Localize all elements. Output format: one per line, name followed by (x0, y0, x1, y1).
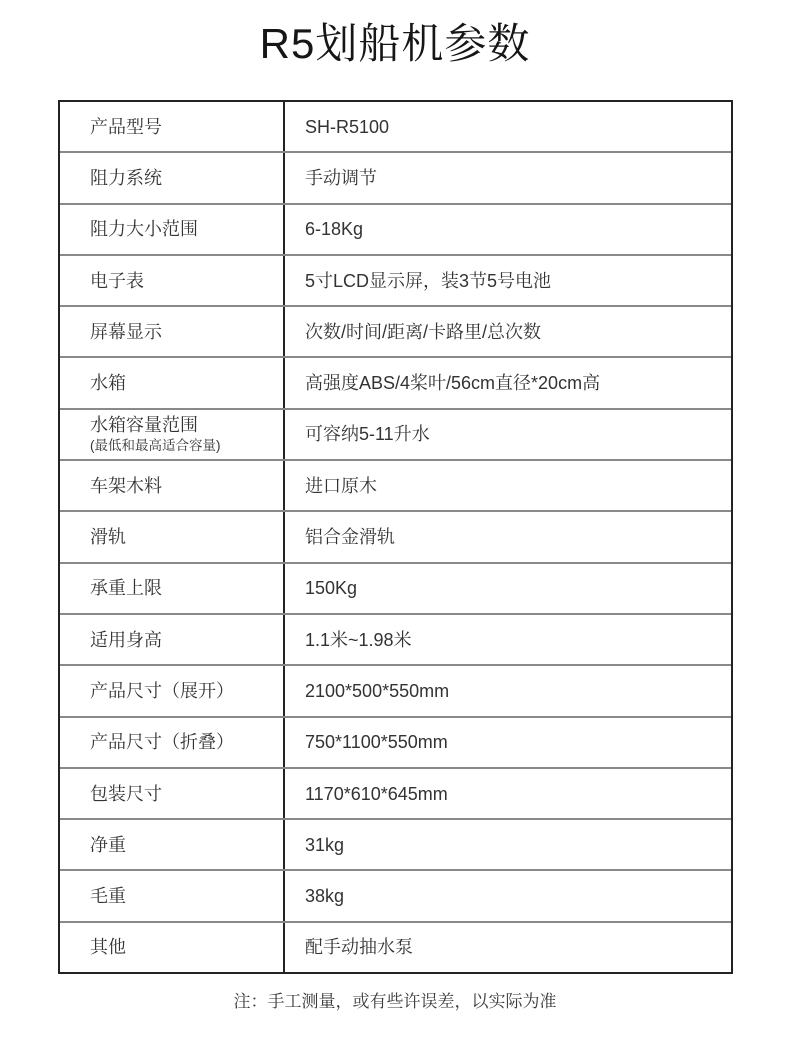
spec-value-cell (285, 102, 731, 151)
spec-value-cell (285, 564, 731, 613)
spec-value-cell (285, 871, 731, 920)
spec-label-cell (60, 871, 285, 920)
spec-value-cell (285, 307, 731, 356)
spec-value-cell (285, 153, 731, 202)
spec-value: 2100*500*550mm (305, 680, 450, 701)
table-row (60, 615, 731, 666)
spec-label-cell (60, 461, 285, 510)
spec-label: 净重 (90, 834, 126, 855)
spec-label-cell (60, 153, 285, 202)
spec-sublabel: (最低和最高适合容量) (90, 438, 221, 454)
spec-value: 手动调节 (305, 167, 377, 188)
spec-value: 1.1米~1.98米 (305, 629, 412, 650)
table-row (60, 769, 731, 820)
spec-label: 产品尺寸（展开） (90, 680, 234, 701)
table-row (60, 307, 731, 358)
spec-label-cell (60, 564, 285, 613)
spec-label-cell (60, 615, 285, 664)
spec-value: 配手动抽水泵 (305, 937, 413, 958)
spec-value-cell (285, 512, 731, 561)
table-row (60, 205, 731, 256)
spec-table (58, 100, 733, 974)
table-row (60, 358, 731, 409)
spec-label: 包装尺寸 (90, 783, 162, 804)
table-row (60, 153, 731, 204)
spec-value: 38kg (305, 886, 345, 907)
table-row (60, 820, 731, 871)
spec-value-cell (285, 769, 731, 818)
spec-value: 1170*610*645mm (305, 783, 448, 804)
table-row (60, 410, 731, 461)
spec-label-cell (60, 358, 285, 407)
table-row (60, 461, 731, 512)
spec-value-cell (285, 461, 731, 510)
spec-label-cell (60, 512, 285, 561)
spec-value-cell (285, 358, 731, 407)
spec-label: 承重上限 (90, 578, 162, 599)
spec-value: SH-R5100 (305, 116, 390, 137)
spec-label-cell (60, 256, 285, 305)
spec-label: 其他 (90, 937, 126, 958)
footnote: 注：手工测量，或有些许误差，以实际为准 (233, 992, 557, 1011)
spec-label: 毛重 (90, 886, 126, 907)
spec-value-cell (285, 923, 731, 972)
spec-value: 进口原木 (305, 475, 377, 496)
spec-label-cell (60, 666, 285, 715)
spec-value: 5寸LCD显示屏，装3节5号电池 (305, 270, 552, 291)
spec-value-cell (285, 205, 731, 254)
table-row (60, 102, 731, 153)
spec-label: 屏幕显示 (90, 321, 162, 342)
spec-value: 6-18Kg (305, 219, 364, 240)
spec-label-cell (60, 923, 285, 972)
spec-label: 电子表 (90, 270, 144, 291)
spec-label: 滑轨 (90, 527, 126, 548)
table-row (60, 564, 731, 615)
table-row (60, 718, 731, 769)
spec-value-cell (285, 410, 731, 459)
spec-label: 水箱容量范围 (90, 415, 198, 436)
table-row (60, 512, 731, 563)
spec-label: 车架木料 (90, 475, 162, 496)
spec-value: 铝合金滑轨 (305, 527, 395, 548)
spec-label: 产品尺寸（折叠） (90, 732, 234, 753)
spec-label-cell (60, 102, 285, 151)
spec-label-cell (60, 205, 285, 254)
table-row (60, 256, 731, 307)
spec-label: 适用身高 (90, 629, 162, 650)
spec-label: 阻力系统 (90, 167, 162, 188)
spec-label-cell (60, 718, 285, 767)
table-row (60, 871, 731, 922)
spec-value-cell (285, 666, 731, 715)
spec-value: 150Kg (305, 578, 358, 599)
page-title: R5划船机参数 (259, 20, 531, 67)
table-row (60, 923, 731, 972)
spec-value-cell (285, 615, 731, 664)
spec-value: 高强度ABS/4桨叶/56cm直径*20cm高 (305, 373, 601, 394)
spec-label-cell (60, 769, 285, 818)
table-row (60, 666, 731, 717)
spec-label-cell (60, 410, 285, 459)
spec-value-cell (285, 256, 731, 305)
spec-label-cell (60, 307, 285, 356)
spec-value-cell (285, 718, 731, 767)
spec-value: 750*1100*550mm (305, 732, 448, 753)
spec-value-cell (285, 820, 731, 869)
spec-label: 水箱 (90, 373, 126, 394)
spec-label: 产品型号 (90, 116, 162, 137)
spec-value: 31kg (305, 834, 345, 855)
spec-value: 次数/时间/距离/卡路里/总次数 (305, 321, 542, 342)
spec-value: 可容纳5-11升水 (305, 424, 430, 445)
spec-label-cell (60, 820, 285, 869)
spec-label: 阻力大小范围 (90, 219, 198, 240)
